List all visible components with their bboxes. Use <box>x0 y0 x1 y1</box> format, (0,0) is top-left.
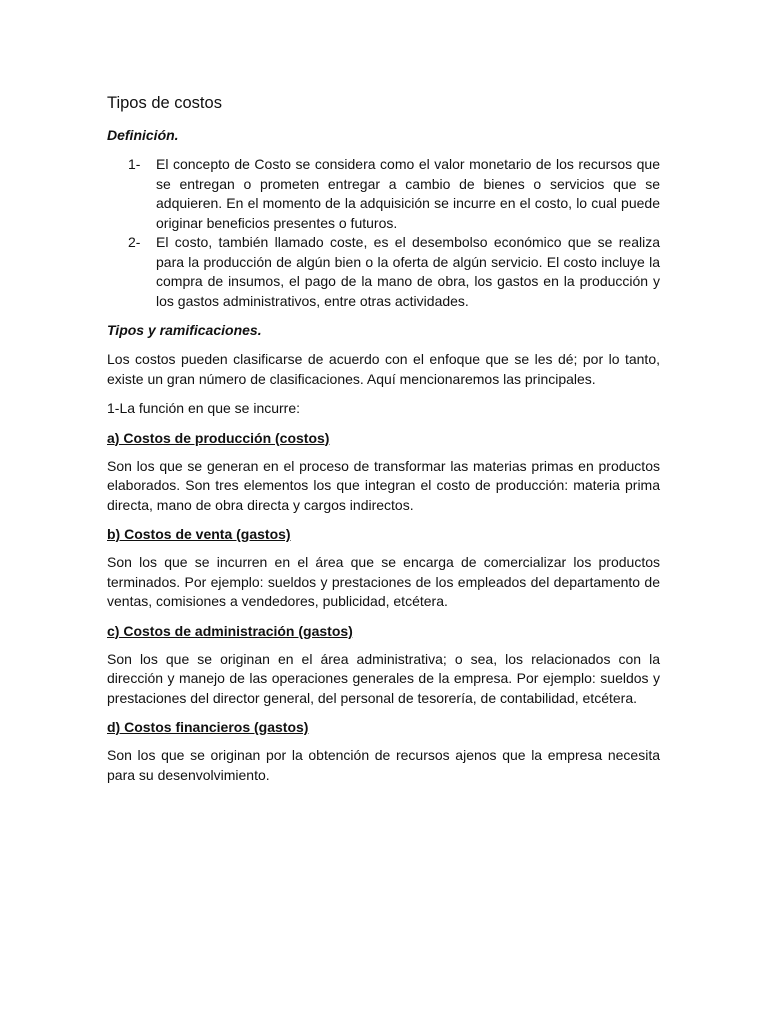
definition-item-number: 2- <box>128 234 141 250</box>
section-heading-production: a) Costos de producción (costos) <box>107 429 330 446</box>
section-text-financial: Son los que se originan por la obtención de recursos ajenos que la empresa necesita para su desenvolvimiento. <box>107 747 660 783</box>
definition-item-text: El costo, también llamado coste, es el desembolso económico que se realiza para la producción de algún bien o la oferta de algún servicio. El costo incluye la compra de insumos, el pago de la mano de obra, los gastos en la producción y los gastos administrativos, entre otras actividades. <box>156 234 660 309</box>
function-line: 1-La función en que se incurre: <box>107 400 301 416</box>
definition-heading: Definición. <box>107 127 179 143</box>
section-text-sales: Son los que se incurren en el área que se encarga de comercializar los productos terminados. Por ejemplo: sueldos y prestaciones de los empleados del departamento de ventas, comisiones a vendedores, publicidad, etcétera. <box>107 554 660 609</box>
section-heading-financial: d) Costos financieros (gastos) <box>107 719 309 735</box>
section-text-administration: Son los que se originan en el área administrativa; o sea, los relacionados con la dirección y manejo de las operaciones generales de la empresa. Por ejemplo: sueldos y prestaciones del director general, del personal de tesorería, de contabilidad, etcétera. <box>107 650 660 706</box>
types-heading: Tipos y ramificaciones. <box>107 322 262 338</box>
types-intro: Los costos pueden clasificarse de acuerdo con el enfoque que se les dé; por lo tanto, existe un gran número de clasificaciones. Aquí mencionaremos las principales. <box>107 351 660 387</box>
section-heading-administration: c) Costos de administración (gastos) <box>107 622 353 639</box>
definition-item-text: El concepto de Costo se considera como el valor monetario de los recursos que se entregan o prometen entregar a cambio de bienes o servicios que se adquieren. En el momento de la adquisición se incurre en el costo, lo cual puede originar beneficios presentes o futuros. <box>156 156 660 231</box>
definition-item <box>107 233 660 311</box>
document-title: Tipos de costos <box>107 94 222 112</box>
definition-list <box>107 155 660 311</box>
section-heading-sales: b) Costos de venta (gastos) <box>107 526 291 542</box>
section-text-production: Son los que se generan en el proceso de transformar las materias primas en productos elaborados. Son tres elementos los que integran el costo de producción: materia prima directa, mano de obra directa y cargos indirectos. <box>107 457 660 513</box>
definition-item-number: 1- <box>128 156 141 172</box>
definition-item <box>107 155 660 233</box>
